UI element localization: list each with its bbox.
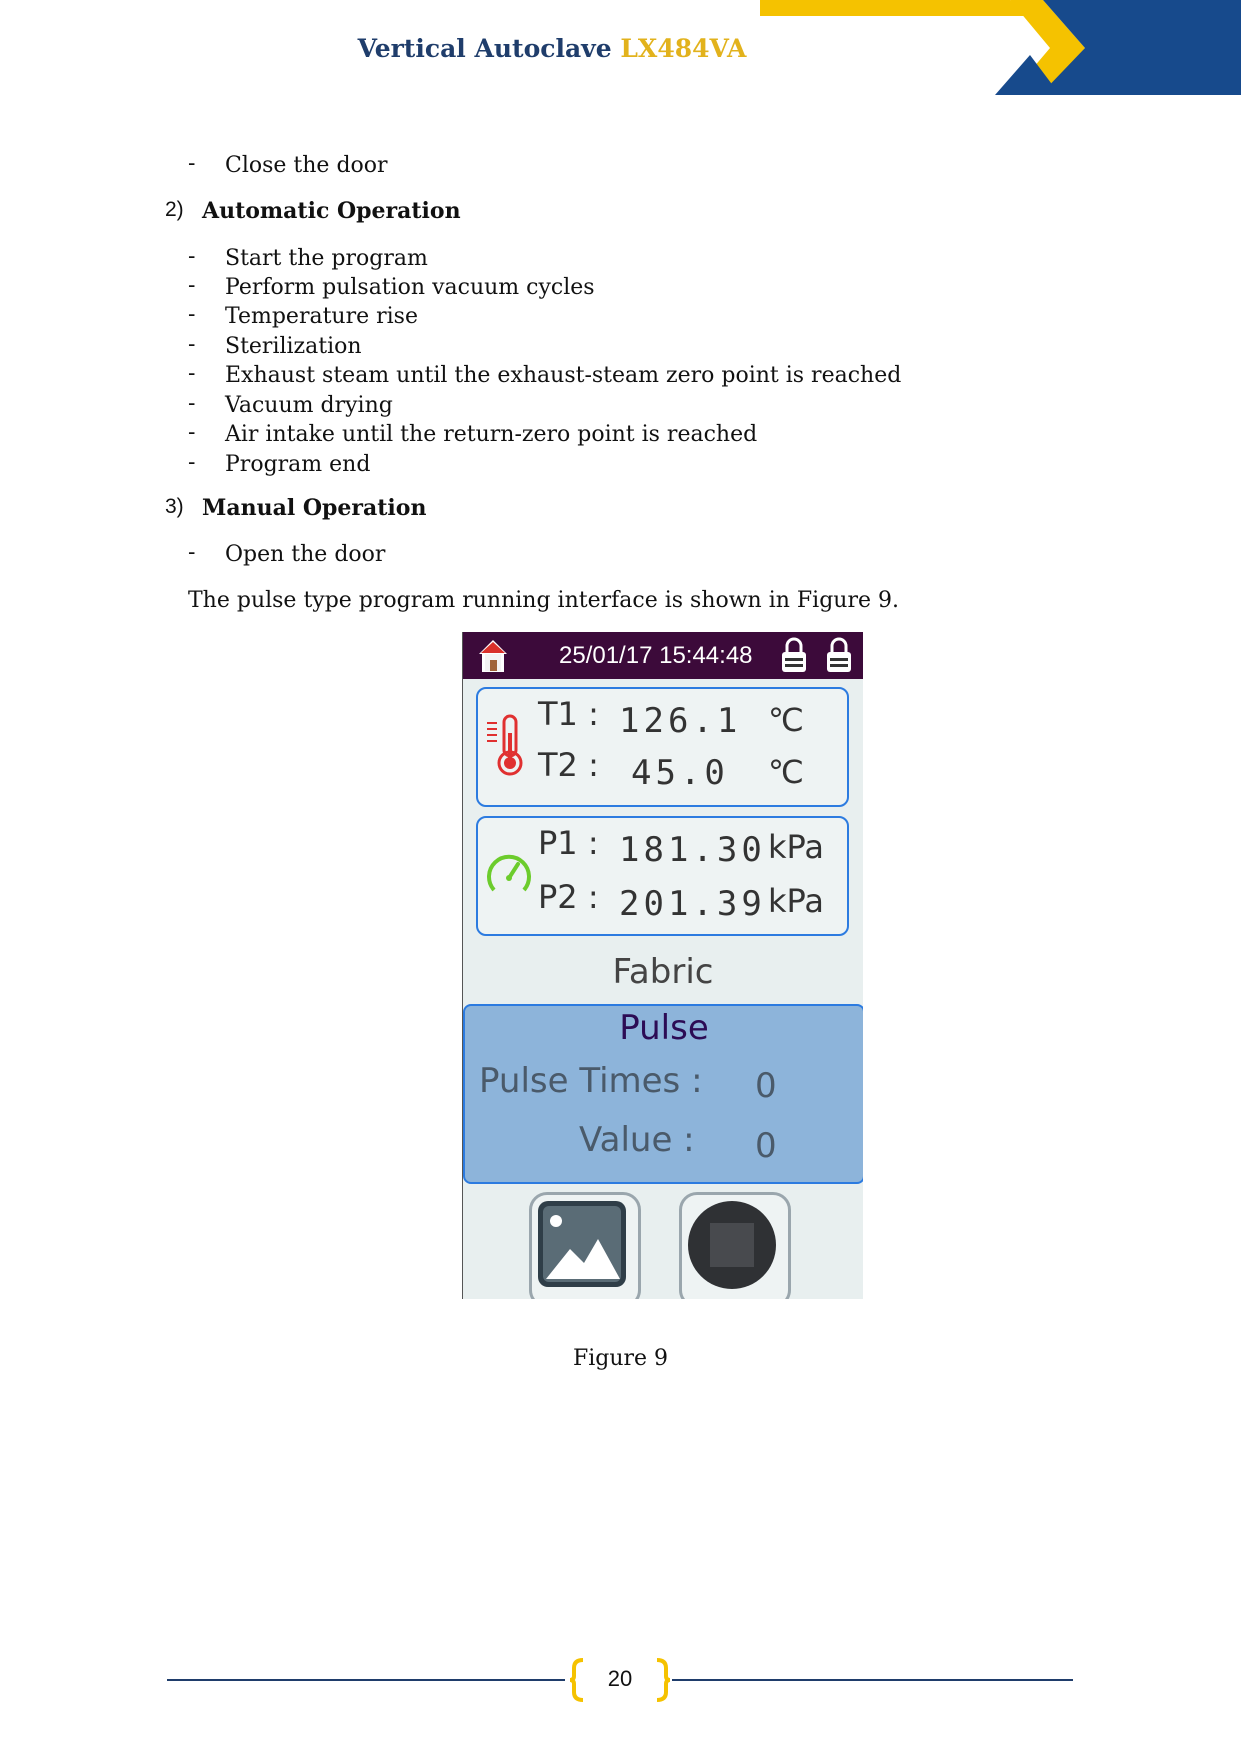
list-item: Program end <box>225 452 371 477</box>
p1-value: 181.30 <box>619 830 766 870</box>
p2-label: P2 : <box>538 878 599 916</box>
gauge-icon <box>484 848 534 898</box>
mode-label: Pulse <box>619 1008 709 1048</box>
value-value: 0 <box>755 1126 777 1166</box>
bullet-dash: - <box>188 391 196 416</box>
datetime: 25/01/17 15:44:48 <box>559 642 753 669</box>
bullet-dash: - <box>188 273 196 298</box>
header-title-main: Vertical Autoclave <box>357 34 612 63</box>
program-name: Fabric <box>612 952 714 992</box>
image-button[interactable] <box>529 1192 641 1299</box>
section-heading: Automatic Operation <box>202 198 461 224</box>
thermometer-icon <box>485 713 525 777</box>
t1-label: T1 : <box>538 695 599 733</box>
stop-button[interactable] <box>679 1192 791 1299</box>
header-title <box>0 34 1104 63</box>
temperature-panel <box>476 687 849 807</box>
list-item: Vacuum drying <box>225 393 393 418</box>
bullet-dash: - <box>188 420 196 445</box>
list-item: Exhaust steam until the exhaust-steam zero point is reached <box>225 363 902 388</box>
pulse-panel <box>463 1004 863 1184</box>
bullet-dash: - <box>188 302 196 327</box>
page-number: 20 <box>607 1666 633 1691</box>
lock-icon[interactable] <box>779 636 809 674</box>
lock-icon[interactable] <box>824 636 854 674</box>
t1-unit: ℃ <box>768 701 804 739</box>
p2-unit: kPa <box>768 882 824 920</box>
header-title-model: LX484VA <box>620 34 747 63</box>
pressure-panel <box>476 816 849 936</box>
list-item: Start the program <box>225 246 428 271</box>
list-item: Sterilization <box>225 334 362 359</box>
bullet-dash: - <box>188 450 196 475</box>
pulse-times-value: 0 <box>755 1066 777 1106</box>
pulse-times-label: Pulse Times : <box>479 1061 703 1101</box>
t1-value: 126.1 <box>619 701 742 741</box>
section-number: 2) <box>165 198 184 221</box>
bullet-dash: - <box>188 332 196 357</box>
stop-icon <box>686 1199 778 1291</box>
list-item: Open the door <box>225 542 386 567</box>
p1-unit: kPa <box>768 828 824 866</box>
bullet-dash: - <box>188 361 196 386</box>
status-bar <box>463 632 863 679</box>
value-label: Value : <box>579 1120 695 1160</box>
figure-caption: Figure 9 <box>572 1346 669 1371</box>
section-heading: Manual Operation <box>202 495 427 521</box>
t2-label: T2 : <box>538 746 599 784</box>
p2-value: 201.39 <box>619 884 766 924</box>
list-item: Close the door <box>225 153 388 178</box>
device-screen <box>462 632 863 1299</box>
list-item: Air intake until the return-zero point is reached <box>225 422 758 447</box>
home-icon[interactable] <box>477 638 509 674</box>
p1-label: P1 : <box>538 824 599 862</box>
bullet-dash: - <box>188 540 196 565</box>
section-number: 3) <box>165 495 184 518</box>
t2-value: 45.0 <box>631 753 729 793</box>
bullet-dash: - <box>188 244 196 269</box>
list-item: Perform pulsation vacuum cycles <box>225 275 595 300</box>
image-icon <box>538 1201 626 1289</box>
body-paragraph: The pulse type program running interface is shown in Figure 9. <box>188 588 899 613</box>
t2-unit: ℃ <box>768 753 804 791</box>
list-item: Temperature rise <box>225 304 418 329</box>
bullet-dash: - <box>188 151 196 176</box>
